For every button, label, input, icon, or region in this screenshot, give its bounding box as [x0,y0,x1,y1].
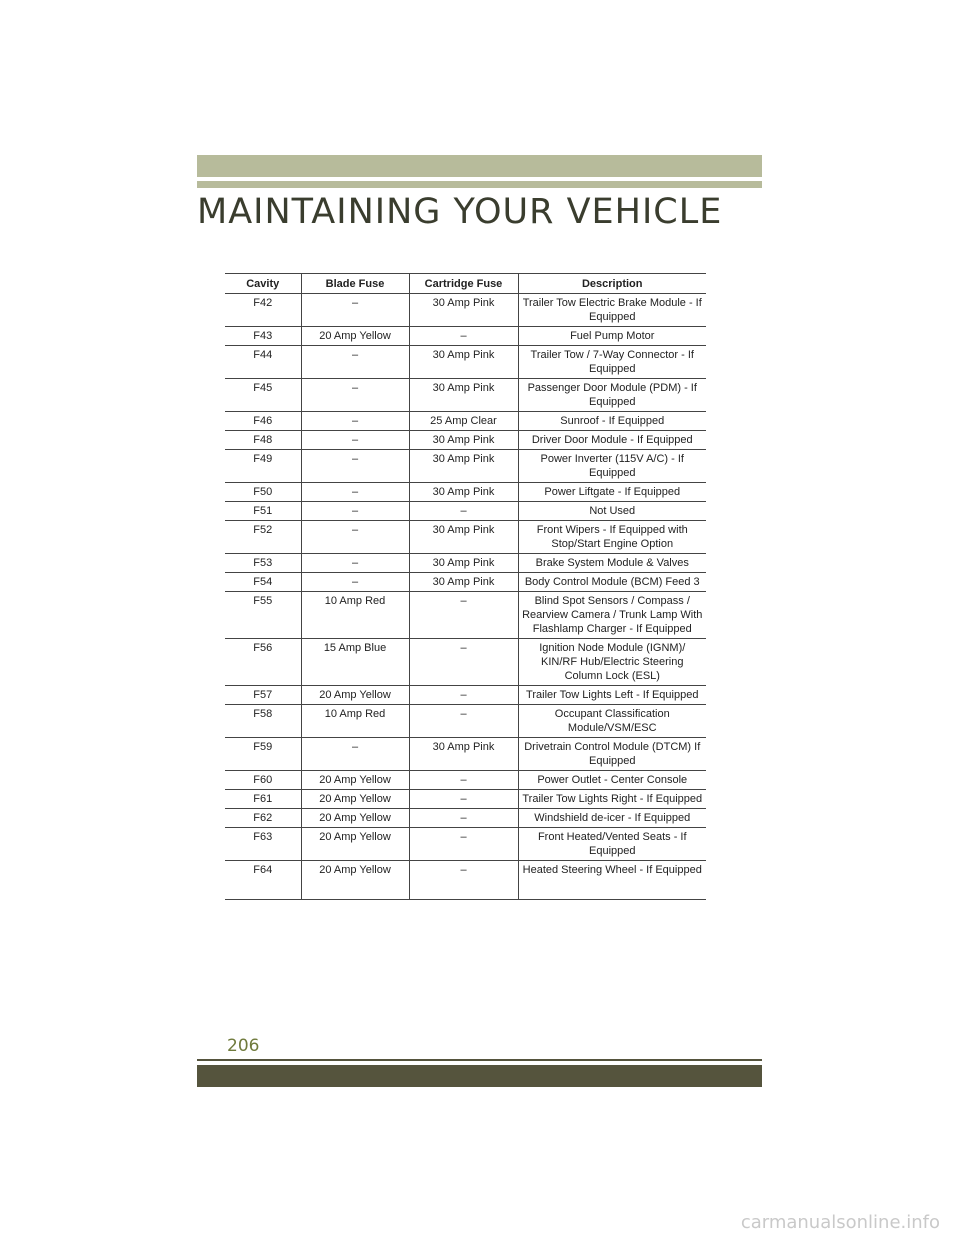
section-title: MAINTAINING YOUR VEHICLE [197,192,723,232]
table-row [225,346,706,379]
table-row [225,450,706,483]
cell-cartridge-fuse: – [409,828,518,861]
cell-blade-fuse: 20 Amp Yellow [301,861,409,900]
cell-blade-fuse: – [301,573,409,592]
cell-cavity: F60 [225,771,301,790]
cell-cartridge-fuse: 25 Amp Clear [409,412,518,431]
column-header-blade-fuse: Blade Fuse [301,274,409,294]
header-rule [197,181,762,188]
cell-description: Trailer Tow Lights Left - If Equipped [518,686,706,705]
table-row [225,705,706,738]
cell-blade-fuse: – [301,412,409,431]
cell-blade-fuse: 20 Amp Yellow [301,828,409,861]
table-row [225,686,706,705]
cell-cavity: F50 [225,483,301,502]
cell-cavity: F55 [225,592,301,639]
cell-description: Power Liftgate - If Equipped [518,483,706,502]
cell-description: Driver Door Module - If Equipped [518,431,706,450]
cell-cartridge-fuse: 30 Amp Pink [409,431,518,450]
table-header-row [225,274,706,294]
cell-blade-fuse: – [301,294,409,327]
cell-description: Body Control Module (BCM) Feed 3 [518,573,706,592]
cell-blade-fuse: – [301,483,409,502]
column-header-cartridge-fuse: Cartridge Fuse [409,274,518,294]
cell-description: Trailer Tow Electric Brake Module - If Equipped [518,294,706,327]
cell-blade-fuse: 20 Amp Yellow [301,790,409,809]
cell-blade-fuse: – [301,346,409,379]
cell-blade-fuse: 20 Amp Yellow [301,686,409,705]
cell-blade-fuse: – [301,521,409,554]
cell-cavity: F57 [225,686,301,705]
table-body [225,294,706,900]
table-row [225,828,706,861]
cell-description: Brake System Module & Valves [518,554,706,573]
cell-cartridge-fuse: 30 Amp Pink [409,483,518,502]
cell-description: Blind Spot Sensors / Compass / Rearview Camera / Trunk Lamp With Flashlamp Charger - If Equipped [518,592,706,639]
table-row [225,738,706,771]
cell-blade-fuse: – [301,738,409,771]
cell-description: Power Inverter (115V A/C) - If Equipped [518,450,706,483]
cell-blade-fuse: 10 Amp Red [301,592,409,639]
table-row [225,809,706,828]
cell-description: Sunroof - If Equipped [518,412,706,431]
cell-cartridge-fuse: – [409,861,518,900]
cell-cartridge-fuse: – [409,705,518,738]
cell-cavity: F63 [225,828,301,861]
table-row [225,412,706,431]
cell-description: Drivetrain Control Module (DTCM) If Equipped [518,738,706,771]
cell-description: Ignition Node Module (IGNM)/ KIN/RF Hub/Electric Steering Column Lock (ESL) [518,639,706,686]
column-header-description: Description [518,274,706,294]
cell-cartridge-fuse: 30 Amp Pink [409,554,518,573]
cell-cavity: F49 [225,450,301,483]
footer-rule [197,1059,762,1061]
column-header-cavity: Cavity [225,274,301,294]
table-row [225,431,706,450]
cell-cartridge-fuse: – [409,592,518,639]
table-row [225,294,706,327]
cell-blade-fuse: – [301,450,409,483]
cell-description: Passenger Door Module (PDM) - If Equipped [518,379,706,412]
cell-cavity: F58 [225,705,301,738]
cell-cartridge-fuse: – [409,502,518,521]
cell-cavity: F48 [225,431,301,450]
table-row [225,327,706,346]
table-row [225,790,706,809]
cell-description: Front Wipers - If Equipped with Stop/Start Engine Option [518,521,706,554]
cell-description: Heated Steering Wheel - If Equipped [518,861,706,900]
table-row [225,379,706,412]
cell-cartridge-fuse: – [409,327,518,346]
cell-cavity: F56 [225,639,301,686]
cell-cavity: F45 [225,379,301,412]
cell-blade-fuse: 10 Amp Red [301,705,409,738]
cell-cavity: F42 [225,294,301,327]
cell-description: Trailer Tow Lights Right - If Equipped [518,790,706,809]
cell-cavity: F54 [225,573,301,592]
cell-description: Not Used [518,502,706,521]
cell-cavity: F64 [225,861,301,900]
cell-description: Occupant Classification Module/VSM/ESC [518,705,706,738]
header-band [197,155,762,177]
cell-cavity: F61 [225,790,301,809]
fuse-table [225,273,706,900]
table-row [225,592,706,639]
cell-cartridge-fuse: – [409,771,518,790]
cell-cavity: F52 [225,521,301,554]
cell-cavity: F51 [225,502,301,521]
cell-description: Front Heated/Vented Seats - If Equipped [518,828,706,861]
cell-cavity: F59 [225,738,301,771]
table-row [225,554,706,573]
cell-cartridge-fuse: 30 Amp Pink [409,346,518,379]
cell-cartridge-fuse: – [409,639,518,686]
cell-cartridge-fuse: 30 Amp Pink [409,573,518,592]
cell-blade-fuse: – [301,431,409,450]
cell-cartridge-fuse: 30 Amp Pink [409,738,518,771]
cell-cartridge-fuse: 30 Amp Pink [409,521,518,554]
cell-cavity: F62 [225,809,301,828]
cell-cartridge-fuse: 30 Amp Pink [409,379,518,412]
cell-blade-fuse: 15 Amp Blue [301,639,409,686]
footer-band [197,1065,762,1087]
table-row [225,771,706,790]
cell-cavity: F43 [225,327,301,346]
table-row [225,861,706,900]
cell-cavity: F53 [225,554,301,573]
watermark: carmanualsonline.info [740,1212,940,1233]
cell-cartridge-fuse: – [409,686,518,705]
table-row [225,573,706,592]
cell-blade-fuse: – [301,502,409,521]
table-row [225,483,706,502]
cell-cavity: F46 [225,412,301,431]
cell-cavity: F44 [225,346,301,379]
cell-cartridge-fuse: – [409,790,518,809]
cell-blade-fuse: – [301,554,409,573]
cell-description: Trailer Tow / 7-Way Connector - If Equipped [518,346,706,379]
cell-cartridge-fuse: 30 Amp Pink [409,450,518,483]
cell-description: Windshield de-icer - If Equipped [518,809,706,828]
cell-blade-fuse: 20 Amp Yellow [301,327,409,346]
cell-blade-fuse: 20 Amp Yellow [301,809,409,828]
table-row [225,502,706,521]
table-row [225,639,706,686]
cell-blade-fuse: – [301,379,409,412]
page-number: 206 [227,1036,260,1056]
cell-blade-fuse: 20 Amp Yellow [301,771,409,790]
cell-description: Power Outlet - Center Console [518,771,706,790]
cell-description: Fuel Pump Motor [518,327,706,346]
cell-cartridge-fuse: 30 Amp Pink [409,294,518,327]
cell-cartridge-fuse: – [409,809,518,828]
table-row [225,521,706,554]
